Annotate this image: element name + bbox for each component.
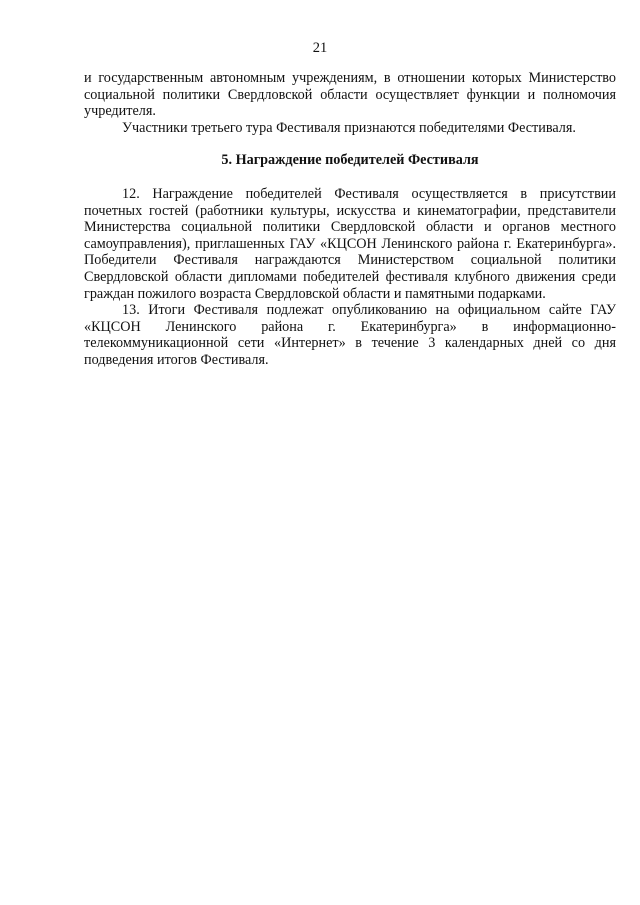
document-body: [84, 70, 616, 369]
section-heading: 5. Награждение победителей Фестиваля: [221, 152, 479, 169]
paragraph-item-12: 12. Награждение победителей Фестиваля осуществляется в присутствии почетных гостей (работники культуры, искусства и кинематографии, представители Министерства социальной политики Свердловской области и органов местного самоуправления), приглашенных ГАУ «КЦСОН Ленинского района г. Екатеринбурга». Победители Фестиваля награждаются Министерством социальной политики Свердловской области дипломами победителей фестиваля клубного движения среди граждан пожилого возраста Свердловской области и памятными подарками.: [84, 185, 616, 302]
paragraph-item-13: 13. Итоги Фестиваля подлежат опубликованию на официальном сайте ГАУ «КЦСОН Ленинского района г. Екатеринбурга» в информационно-телекоммуникационной сети «Интернет» в течение 3 календарных дней со дня подведения итогов Фестиваля.: [84, 302, 616, 368]
paragraph-continuation: и государственным автономным учреждениям, в отношении которых Министерство социальной политики Свердловской области осуществляет функции и полномочия учредителя.: [84, 70, 616, 120]
page-number: 21: [312, 40, 328, 56]
paragraph-winners: Участники третьего тура Фестиваля признаются победителями Фестиваля.: [122, 119, 576, 136]
